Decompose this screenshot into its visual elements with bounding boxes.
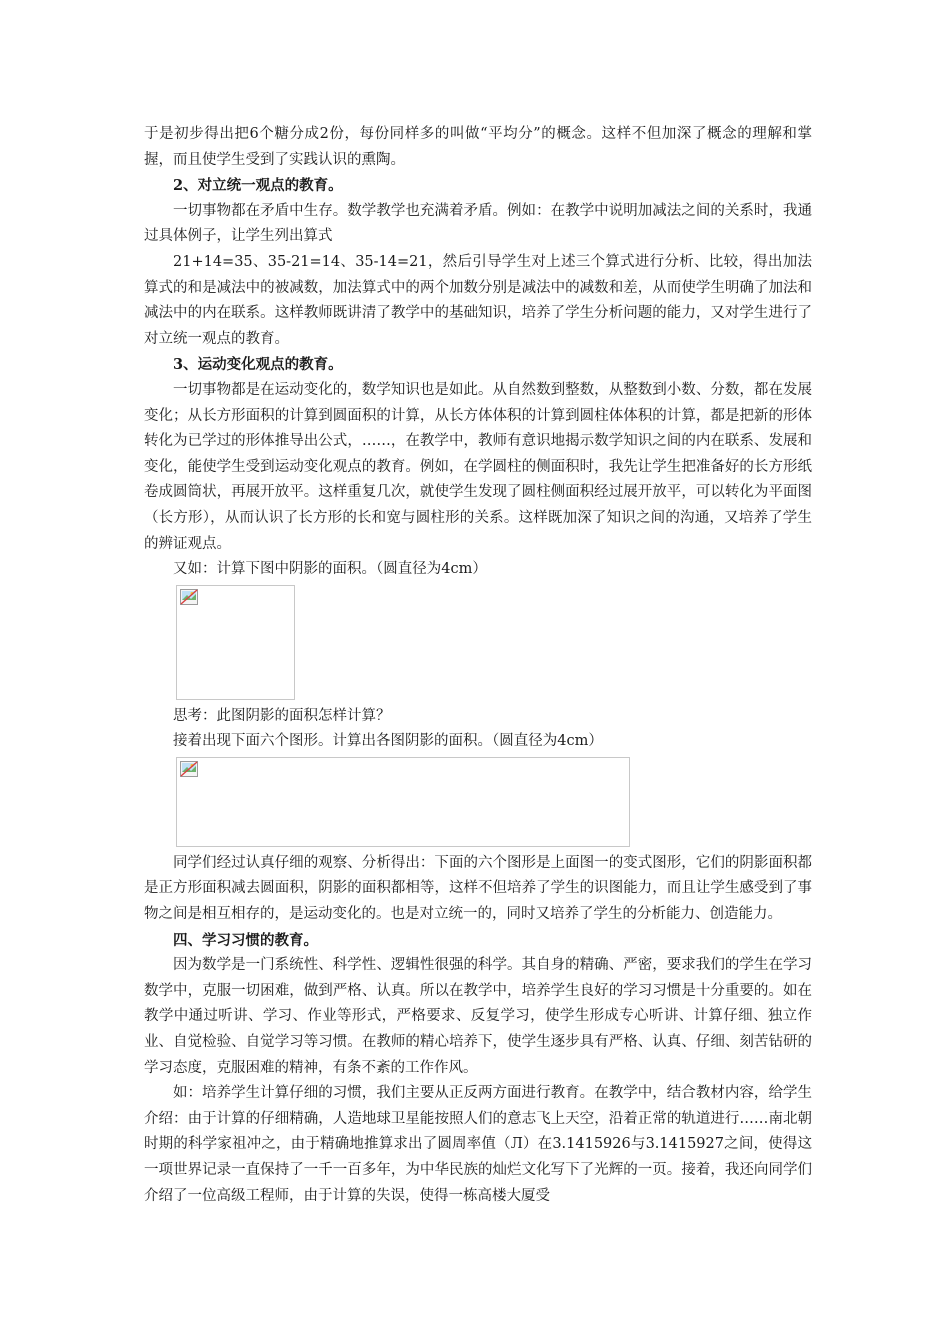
figure-2-placeholder bbox=[176, 757, 630, 847]
paragraph: 于是初步得出把6个糖分成2份，每份同样多的叫做“平均分”的概念。这样不但加深了概念的理解和掌握，而且使学生受到了实践认识的熏陶。 bbox=[144, 126, 812, 168]
document-page bbox=[144, 122, 812, 1209]
section-heading: 3、运动变化观点的教育。 bbox=[173, 356, 343, 374]
paragraph: 21+14=35、35-21=14、35-14=21，然后引导学生对上述三个算式进行分析、比较，得出加法算式的和是减法中的被减数，加法算式中的两个加数分别是减法中的减数和差，从而使学生明确了加法和减法中的内在联系。这样教师既讲清了教学中的基础知识，培养了学生分析问题的能力，又对学生进行了对立统一观点的教育。 bbox=[144, 253, 812, 347]
broken-image-icon bbox=[180, 589, 198, 605]
broken-image-icon bbox=[180, 761, 198, 777]
paragraph: 接着出现下面六个图形。计算出各图阴影的面积。（圆直径为4cm） bbox=[173, 733, 603, 750]
section-heading: 2、对立统一观点的教育。 bbox=[173, 177, 343, 195]
section-heading: 四、学习习惯的教育。 bbox=[173, 931, 318, 949]
paragraph: 又如：计算下图中阴影的面积。（圆直径为4cm） bbox=[173, 561, 487, 578]
paragraph: 同学们经过认真仔细的观察、分析得出：下面的六个图形是上面图一的变式图形，它们的阴影面积都是正方形面积减去圆面积，阴影的面积都相等，这样不但培养了学生的识图能力，而且让学生感受到了事物之间是相互相存的，是运动变化的。也是对立统一的，同时又培养了学生的分析能力、创造能力。 bbox=[144, 854, 812, 923]
paragraph: 一切事物都是在运动变化的，数学知识也是如此。从自然数到整数，从整数到小数、分数，都在发展变化；从长方形面积的计算到圆面积的计算，从长方体体积的计算到圆柱体体积的计算，都是把新的形体转化为已学过的形体推导出公式，……，在教学中，教师有意识地揭示数学知识之间的内在联系、发展和变化，能使学生受到运动变化观点的教育。例如，在学圆柱的侧面积时，我先让学生把准备好的长方形纸卷成圆筒状，再展开放平。这样重复几次，就使学生发现了圆柱侧面积经过展开放平，可以转化为平面图（长方形），从而认识了长方形的长和宽与圆柱形的关系。这样既加深了知识之间的沟通，又培养了学生的辨证观点。 bbox=[144, 381, 812, 552]
figure-2 bbox=[176, 757, 812, 847]
figure-1-placeholder bbox=[176, 585, 295, 700]
paragraph: 一切事物都在矛盾中生存。数学教学也充满着矛盾。例如：在教学中说明加减法之间的关系时，我通过具体例子，让学生列出算式 bbox=[144, 202, 812, 245]
paragraph: 思考：此图阴影的面积怎样计算？ bbox=[173, 707, 391, 724]
paragraph: 如：培养学生计算仔细的习惯，我们主要从正反两方面进行教育。在教学中，结合教材内容，给学生介绍：由于计算的仔细精确，人造地球卫星能按照人们的意志飞上天空，沿着正常的轨道进行……南北朝时期的科学家祖冲之，由于精确地推算求出了圆周率值（Л）在3.1415926与3.1415927之间，使得这一项世界记录一直保持了一千一百多年，为中华民族的灿烂文化写下了光辉的一页。接着，我还向同学们介绍了一位高级工程师，由于计算的失误，使得一栋高楼大厦受 bbox=[144, 1085, 812, 1204]
paragraph: 因为数学是一门系统性、科学性、逻辑性很强的科学。其自身的精确、严密，要求我们的学生在学习数学中，克服一切困难，做到严格、认真。所以在教学中，培养学生良好的学习习惯是十分重要的。如在教学中通过听讲、学习、作业等形式，严格要求、反复学习，使学生形成专心听讲、计算仔细、独立作业、自觉检验、自觉学习等习惯。在教师的精心培养下，使学生逐步具有严格、认真、仔细、刻苦钻研的学习态度，克服困难的精神，有条不紊的工作作风。 bbox=[144, 957, 812, 1076]
figure-1 bbox=[176, 585, 812, 700]
